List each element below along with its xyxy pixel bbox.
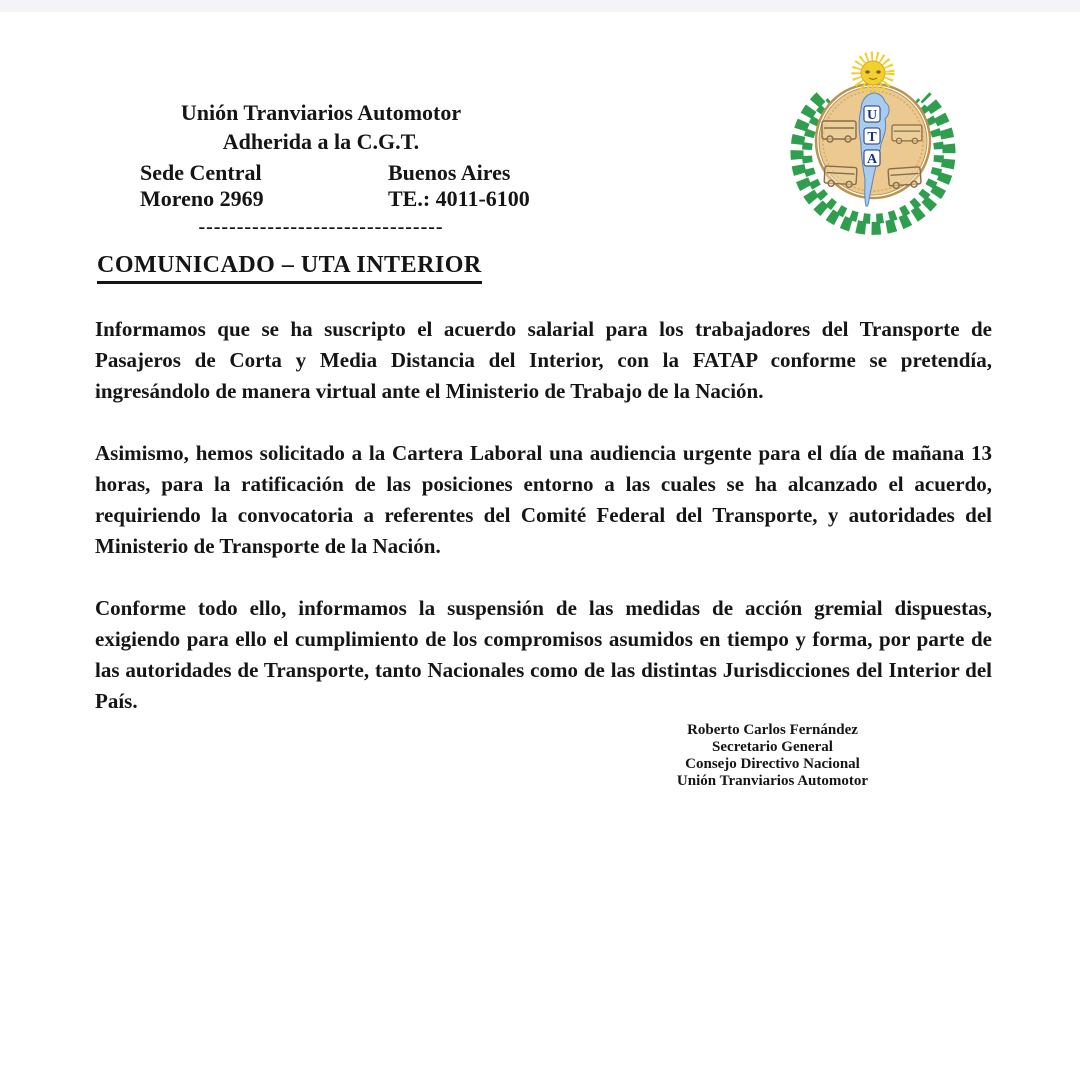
bus-icon-top-right (892, 125, 922, 143)
org-affiliation: Adherida a la C.G.T. (222, 129, 420, 154)
address-phone: TE.: 4011-6100 (388, 186, 530, 211)
body-paragraph-3: Conforme todo ello, informamos la suspensión de las medidas de acción gremial dispuestas, exigiendo para ello el cumplimiento de los compromisos asumidos en tiempo y forma, por parte de las autoridades de Transporte, tanto Nacionales como de las distintas Jurisdicciones del Interior del País. (95, 596, 992, 713)
address-city: Buenos Aires (388, 160, 511, 185)
logo-letter-u: U (866, 108, 878, 123)
uta-logo (773, 36, 973, 236)
org-name: Unión Tranviarios Automotor (180, 100, 462, 125)
document-title-text: COMUNICADO – UTA INTERIOR (97, 252, 482, 284)
signature-block (600, 722, 945, 790)
document-body (95, 314, 992, 748)
signature-council: Consejo Directivo Nacional (685, 756, 860, 772)
sun-eye-left (865, 70, 869, 73)
bus-icon-top-left (822, 121, 856, 142)
body-paragraph-1: Informamos que se ha suscripto el acuerdo salarial para los trabajadores del Transporte de Pasajeros de Corta y Media Distancia del Interior, con la FATAP conforme se pretendía, ingresándolo de manera virtual ante el Ministerio de Trabajo de la Nación. (95, 317, 992, 403)
logo-letter-t: T (867, 130, 877, 145)
logo-letter-a: A (866, 152, 878, 167)
top-band (0, 0, 1080, 12)
bus-icon-bottom-left (824, 166, 857, 188)
dashed-divider: -------------------------------- (198, 216, 444, 238)
address-block (95, 160, 547, 212)
address-row (95, 160, 547, 186)
sun-icon (861, 61, 885, 85)
signature-org: Unión Tranviarios Automotor (676, 773, 869, 789)
address-label-sede: Sede Central (140, 160, 262, 185)
uta-logo-icon (773, 36, 973, 236)
sun-eye-right (876, 70, 880, 73)
signature-role: Secretario General (712, 739, 833, 755)
document-title (97, 252, 482, 284)
address-street: Moreno 2969 (140, 186, 264, 211)
body-paragraph-2: Asimismo, hemos solicitado a la Cartera Laboral una audiencia urgente para el día de mañana 13 horas, para la ratificación de las posiciones entorno a las cuales se ha alcanzado el acuerdo, requiriendo la convocatoria a referentes del Comité Federal del Transporte, y autoridades del Ministerio de Transporte de la Nación. (95, 441, 992, 558)
letterhead (95, 98, 547, 239)
signature-name: Roberto Carlos Fernández (687, 722, 858, 738)
address-row (95, 186, 547, 212)
